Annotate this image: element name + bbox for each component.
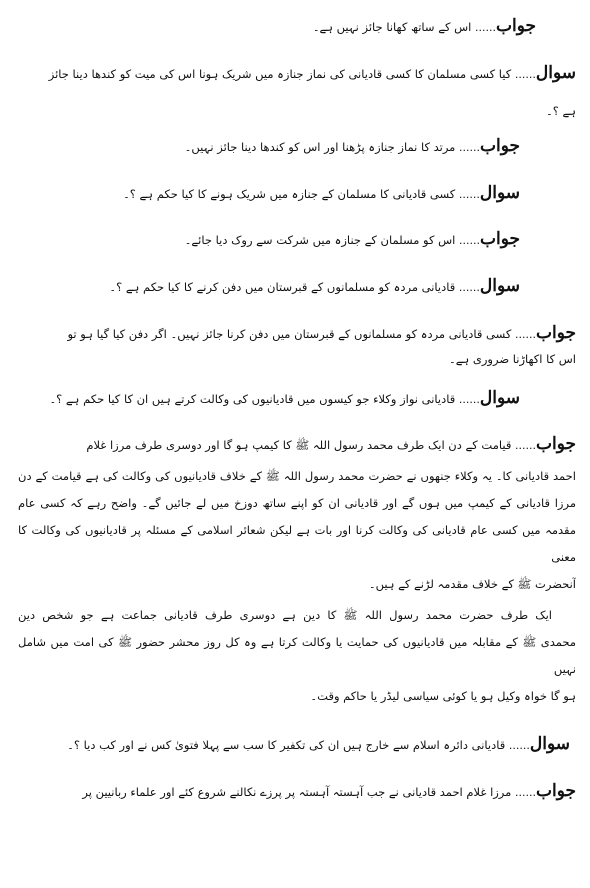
answer-text: اس کے ساتھ کھانا جائز نہیں ہے۔ (312, 20, 472, 34)
answer-5-line: احمد قادیانی کا۔ یہ وکلاء جنھوں نے حضرت محمد رسول اللہ ﷺ کے خلاف قادیانیوں کی وکالت کی ہے قیامت کے دن (18, 469, 576, 484)
question-label: سوال (535, 62, 576, 83)
answer-label: جواب (535, 434, 576, 455)
dot-leader: ...... (514, 785, 536, 799)
dot-leader: ...... (514, 67, 536, 81)
question-text: قادیانی نواز وکلاء جو کیسوں میں قادیانیوں کی وکالت کرتے ہیں ان کا کیا حکم ہے ؟۔ (49, 391, 456, 406)
dot-leader: ...... (458, 392, 480, 406)
dot-leader: ...... (474, 21, 496, 34)
paragraph-line: ہو گا خواہ وکیل ہو یا کوئی سیاسی لیڈر یا حاکم وقت۔ (310, 689, 576, 704)
dot-leader: ...... (514, 327, 536, 341)
dot-leader: ...... (458, 187, 480, 201)
answer-5-line: مقدمہ میں کسی عام قادیانی کی وکالت کرنا اور بات ہے لیکن شعائر اسلامی کے مسئلہ پر قادیانیوں کی وکالت کا معنی (18, 523, 576, 565)
question-4 (18, 274, 576, 299)
answer-label: جواب (495, 16, 536, 36)
question-text: کیا کسی مسلمان کا کسی قادیانی کی نماز جنازہ میں شریک ہونا اس کی میت کو کندھا دینا جائز (48, 66, 512, 81)
paragraph-line: محمدی ﷺ کے مقابلہ میں قادیانیوں کی حمایت یا وکالت کرتا ہے وہ کل روز محشر حضور ﷺ کی امت میں شامل نہیں (18, 635, 576, 677)
answer-text: اس کو مسلمان کے جنازہ میں شرکت سے روک دیا جائے۔ (184, 233, 456, 248)
paragraph-2 (18, 602, 576, 710)
answer-label: جواب (479, 135, 520, 156)
question-label: سوال (479, 182, 520, 203)
answer-5-line: آنحضرت ﷺ کے خلاف مقدمہ لڑنے کے ہیں۔ (368, 577, 576, 592)
question-text: قادیانی دائرہ اسلام سے خارج ہیں ان کی تکفیر کا سب سے پہلا فتویٰ کس نے اور کب دیا ؟۔ (67, 738, 506, 753)
question-label: سوال (479, 387, 520, 408)
answer-5 (18, 432, 576, 457)
question-label: سوال (529, 734, 570, 755)
answer-text: مرزا غلام احمد قادیانی نے جب آہستہ آہستہ پر پرزے نکالنے شروع کئے اور علماء ربانیین پر (82, 784, 512, 799)
answer-text: قیامت کے دن ایک طرف محمد رسول اللہ ﷺ کا کیمپ ہو گا اور دوسری طرف مرزا غلام (86, 438, 512, 453)
question-2 (18, 61, 576, 86)
answer-3 (18, 227, 576, 252)
question-label: سوال (479, 275, 520, 296)
question-2-cont: ہے ؟۔ (546, 104, 576, 119)
question-6 (18, 732, 576, 757)
answer-5-body (18, 463, 576, 598)
answer-1 (18, 14, 576, 39)
paragraph-line: ایک طرف حضرت محمد رسول اللہ ﷺ کا دین ہے دوسری طرف قادیانی جماعت ہے جو شخص دین (18, 608, 552, 623)
answer-4-cont: اس کا اکھاڑنا ضروری ہے۔ (449, 352, 576, 367)
dot-leader: ...... (514, 439, 536, 453)
answer-label: جواب (535, 780, 576, 801)
answer-5-line: مرزا قادیانی کے کیمپ میں ہوں گے اور قادیانی ان کو اپنے ساتھ دوزخ میں لے جائیں گے۔ واضح رہے کہ کسی عام (18, 496, 576, 511)
answer-2 (18, 134, 576, 159)
answer-label: جواب (479, 229, 520, 250)
dot-leader: ...... (458, 280, 480, 294)
answer-text: مرتد کا نماز جنازہ پڑھنا اور اس کو کندھا دینا جائز نہیں۔ (184, 139, 456, 154)
dot-leader: ...... (458, 140, 480, 154)
answer-label: جواب (535, 322, 576, 343)
question-text: کسی قادیانی کا مسلمان کے جنازہ میں شریک ہونے کا کیا حکم ہے ؟۔ (123, 186, 456, 201)
answer-text: کسی قادیانی مردہ کو مسلمانوں کے قبرستان میں دفن کرنا جائز نہیں۔ اگر دفن کیا گیا ہو تو (67, 326, 512, 341)
question-text: قادیانی مردہ کو مسلمانوں کے قبرستان میں دفن کرنے کا کیا حکم ہے ؟۔ (109, 279, 456, 294)
dot-leader: ...... (458, 234, 480, 248)
question-3 (18, 181, 576, 206)
answer-4 (18, 321, 576, 346)
dot-leader: ...... (508, 739, 530, 753)
question-5 (18, 386, 576, 411)
answer-6 (18, 779, 576, 804)
